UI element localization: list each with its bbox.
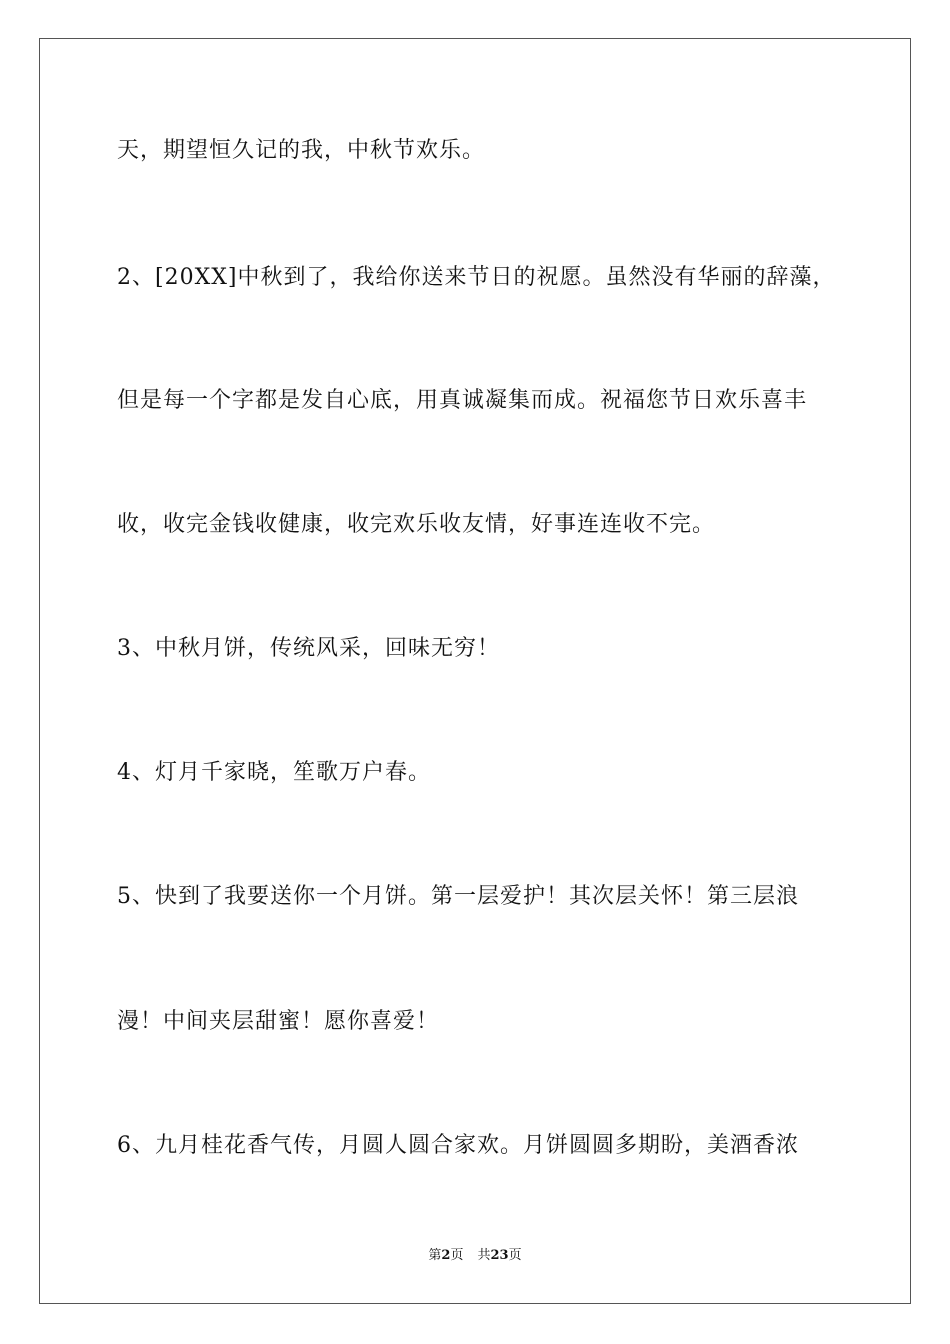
text-line: 4、灯月千家晓，笙歌万户春。 xyxy=(117,760,431,785)
text-line: 天，期望恒久记的我，中秋节欢乐。 xyxy=(117,138,486,163)
total-label-prefix: 共 xyxy=(477,1248,491,1263)
text-line: 6、九月桂花香气传，月圆人圆合家欢。月饼圆圆多期盼，美酒香浓 xyxy=(117,1133,799,1158)
page-label-suffix: 页 xyxy=(450,1248,464,1263)
page-label-prefix: 第 xyxy=(428,1248,442,1263)
text-line: 3、中秋月饼，传统风采，回味无穷！ xyxy=(117,636,500,661)
page-footer xyxy=(0,1247,950,1265)
text-line: 5、快到了我要送你一个月饼。第一层爱护！其次层关怀！第三层浪 xyxy=(117,884,799,909)
total-label-suffix: 页 xyxy=(508,1248,522,1263)
text-line: 2、[20XX]中秋到了，我给你送来节日的祝愿。虽然没有华丽的辞藻， xyxy=(117,265,836,290)
page-number: 2 xyxy=(441,1248,451,1263)
text-line: 漫！中间夹层甜蜜！愿你喜爱！ xyxy=(117,1009,440,1034)
text-line: 收，收完金钱收健康，收完欢乐收友情，好事连连收不完。 xyxy=(117,512,716,537)
page-frame xyxy=(39,38,911,1304)
text-line: 但是每一个字都是发自心底，用真诚凝集而成。祝福您节日欢乐喜丰 xyxy=(117,388,808,413)
total-pages: 23 xyxy=(490,1248,509,1263)
